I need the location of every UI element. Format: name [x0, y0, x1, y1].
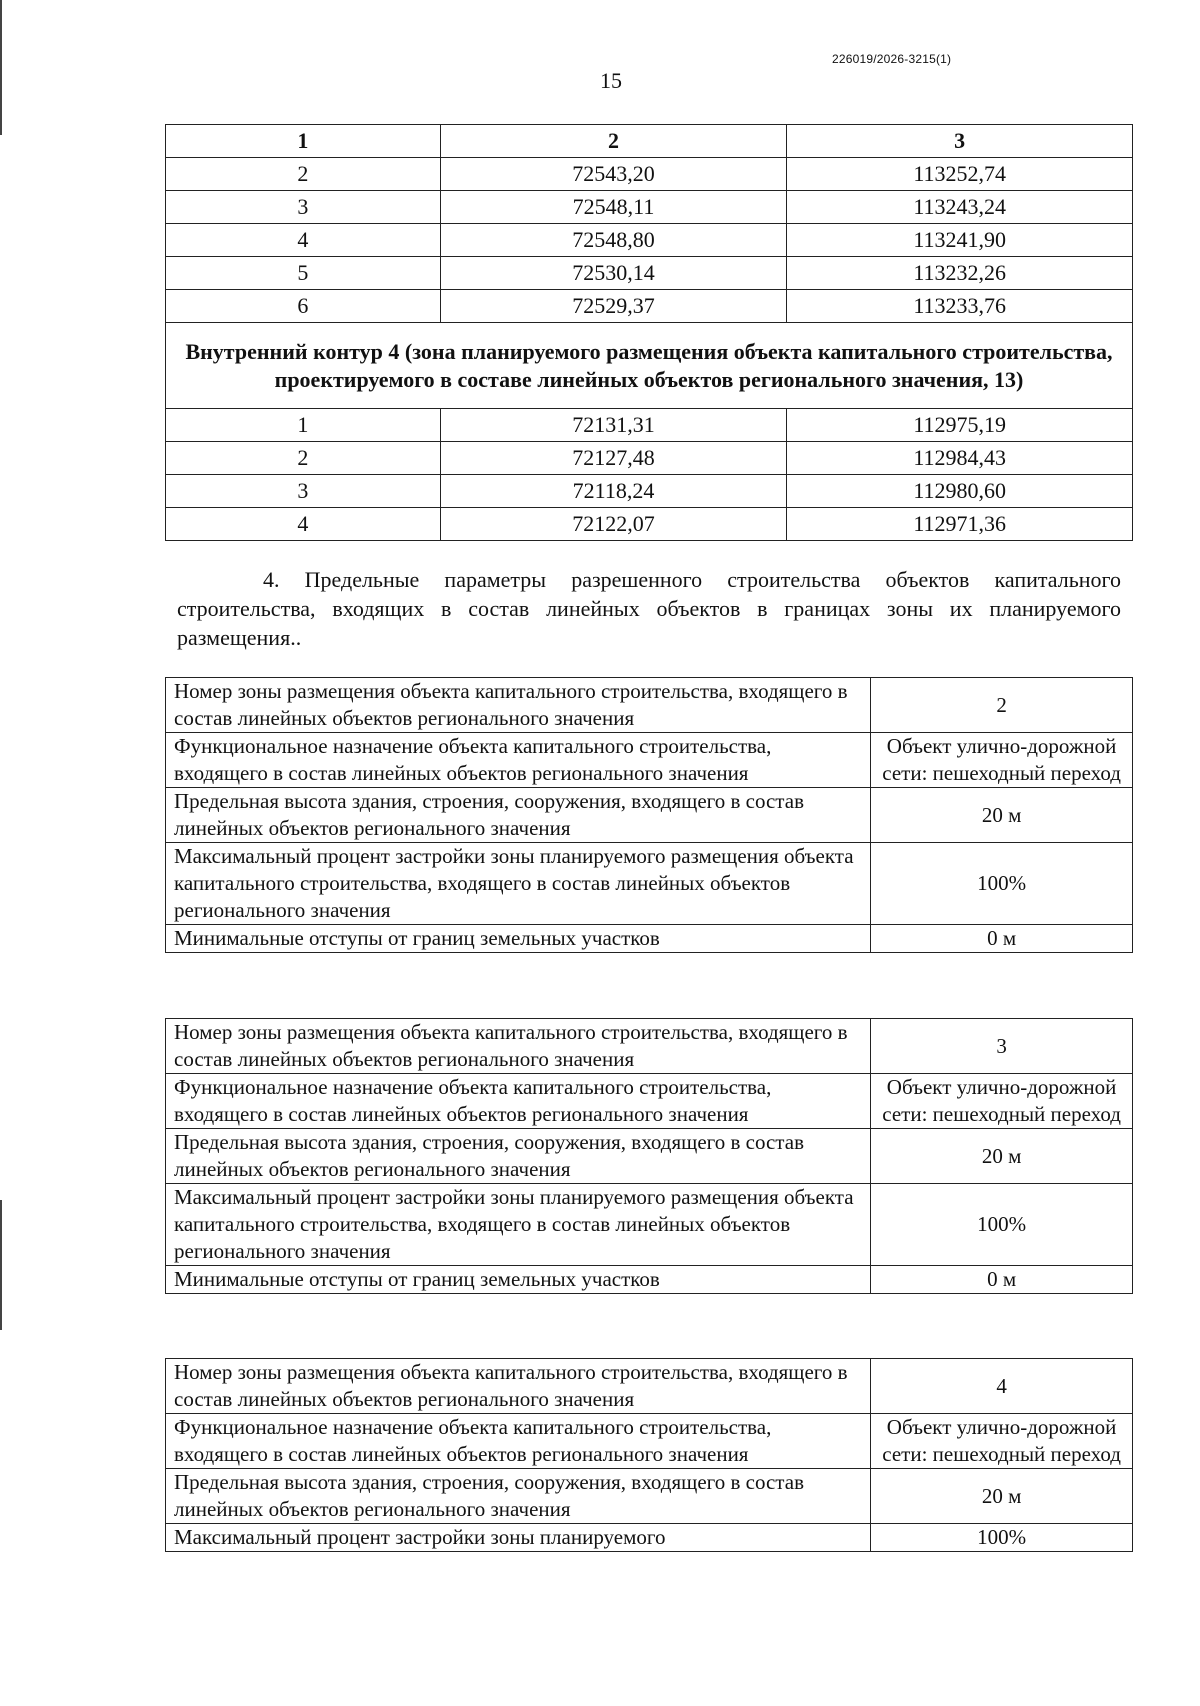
point-number-cell: 4: [166, 508, 441, 541]
table-row: [166, 158, 1133, 191]
parameter-value: 0 м: [871, 925, 1133, 953]
parameter-value: 20 м: [871, 1129, 1133, 1184]
x-coordinate-cell: 72118,24: [440, 475, 787, 508]
parameters-table: [165, 677, 1133, 953]
parameter-value: Объект улично-дорожной сети: пешеходный переход: [871, 733, 1133, 788]
table-row: [166, 191, 1133, 224]
parameter-value: 0 м: [871, 1266, 1133, 1294]
parameter-row: [166, 733, 1133, 788]
table-row: [166, 290, 1133, 323]
table-row: [166, 224, 1133, 257]
parameter-label: Номер зоны размещения объекта капитального строительства, входящего в состав линейных объектов регионального значения: [166, 1019, 871, 1074]
parameter-label: Максимальный процент застройки зоны планируемого размещения объекта капитального строительства, входящего в состав линейных объектов регионального значения: [166, 843, 871, 925]
table-row: [166, 475, 1133, 508]
x-coordinate-cell: 72131,31: [440, 409, 787, 442]
parameter-row: [166, 1129, 1133, 1184]
column-header: 3: [787, 125, 1133, 158]
x-coordinate-cell: 72548,80: [440, 224, 787, 257]
parameter-row: [166, 1414, 1133, 1469]
parameter-label: Максимальный процент застройки зоны планируемого: [166, 1524, 871, 1552]
x-coordinate-cell: 72127,48: [440, 442, 787, 475]
table-row: [166, 442, 1133, 475]
point-number-cell: 1: [166, 409, 441, 442]
column-header: 1: [166, 125, 441, 158]
x-coordinate-cell: 72543,20: [440, 158, 787, 191]
y-coordinate-cell: 112975,19: [787, 409, 1133, 442]
x-coordinate-cell: 72122,07: [440, 508, 787, 541]
point-number-cell: 6: [166, 290, 441, 323]
parameters-table: [165, 1018, 1133, 1294]
parameter-row: [166, 678, 1133, 733]
point-number-cell: 2: [166, 158, 441, 191]
parameter-value: Объект улично-дорожной сети: пешеходный переход: [871, 1074, 1133, 1129]
point-number-cell: 5: [166, 257, 441, 290]
point-number-cell: 2: [166, 442, 441, 475]
parameter-label: Минимальные отступы от границ земельных участков: [166, 1266, 871, 1294]
parameter-value: 4: [871, 1359, 1133, 1414]
parameter-row: [166, 1266, 1133, 1294]
parameter-label: Максимальный процент застройки зоны планируемого размещения объекта капитального строительства, входящего в состав линейных объектов регионального значения: [166, 1184, 871, 1266]
parameter-value: Объект улично-дорожной сети: пешеходный переход: [871, 1414, 1133, 1469]
parameter-row: [166, 1184, 1133, 1266]
page-number: 15: [600, 68, 622, 93]
parameter-label: Предельная высота здания, строения, сооружения, входящего в состав линейных объектов регионального значения: [166, 788, 871, 843]
parameter-value: 20 м: [871, 1469, 1133, 1524]
parameter-value: 100%: [871, 1184, 1133, 1266]
parameter-value: 100%: [871, 1524, 1133, 1552]
scan-edge-mark: [0, 1200, 2, 1330]
parameter-value: 2: [871, 678, 1133, 733]
parameter-row: [166, 788, 1133, 843]
parameter-label: Минимальные отступы от границ земельных участков: [166, 925, 871, 953]
parameter-label: Функциональное назначение объекта капитального строительства, входящего в состав линейных объектов регионального значения: [166, 1414, 871, 1469]
parameter-row: [166, 1074, 1133, 1129]
parameter-row: [166, 843, 1133, 925]
table-row: [166, 508, 1133, 541]
y-coordinate-cell: 112984,43: [787, 442, 1133, 475]
column-header: 2: [440, 125, 787, 158]
scan-edge-mark: [0, 0, 2, 135]
parameter-label: Номер зоны размещения объекта капитального строительства, входящего в состав линейных объектов регионального значения: [166, 678, 871, 733]
document-id: 226019/2026-3215(1): [832, 52, 952, 66]
table-row: [166, 409, 1133, 442]
parameter-label: Функциональное назначение объекта капитального строительства, входящего в состав линейных объектов регионального значения: [166, 733, 871, 788]
x-coordinate-cell: 72529,37: [440, 290, 787, 323]
y-coordinate-cell: 113241,90: [787, 224, 1133, 257]
section-title-row: [166, 323, 1133, 409]
parameters-table: [165, 1358, 1133, 1552]
y-coordinate-cell: 113252,74: [787, 158, 1133, 191]
table-row: [166, 257, 1133, 290]
parameter-row: [166, 1524, 1133, 1552]
parameter-value: 100%: [871, 843, 1133, 925]
parameter-row: [166, 925, 1133, 953]
point-number-cell: 3: [166, 191, 441, 224]
y-coordinate-cell: 112980,60: [787, 475, 1133, 508]
parameter-label: Номер зоны размещения объекта капитального строительства, входящего в состав линейных объектов регионального значения: [166, 1359, 871, 1414]
parameter-label: Предельная высота здания, строения, сооружения, входящего в состав линейных объектов регионального значения: [166, 1129, 871, 1184]
y-coordinate-cell: 113233,76: [787, 290, 1133, 323]
point-number-cell: 4: [166, 224, 441, 257]
coordinates-table-body: [166, 125, 1133, 541]
coordinates-header-row: [166, 125, 1133, 158]
coordinates-table: [165, 124, 1133, 541]
parameter-label: Предельная высота здания, строения, сооружения, входящего в состав линейных объектов регионального значения: [166, 1469, 871, 1524]
section-title: Внутренний контур 4 (зона планируемого размещения объекта капитального строительства, проектируемого в составе линейных объектов регионального значения, 13): [166, 323, 1133, 409]
x-coordinate-cell: 72548,11: [440, 191, 787, 224]
parameter-label: Функциональное назначение объекта капитального строительства, входящего в состав линейных объектов регионального значения: [166, 1074, 871, 1129]
parameter-value: 20 м: [871, 788, 1133, 843]
parameter-row: [166, 1019, 1133, 1074]
body-paragraph: 4. Предельные параметры разрешенного строительства объектов капитального строительства, входящих в состав линейных объектов в границах зоны их планируемого размещения..: [177, 567, 1121, 650]
y-coordinate-cell: 112971,36: [787, 508, 1133, 541]
x-coordinate-cell: 72530,14: [440, 257, 787, 290]
parameter-value: 3: [871, 1019, 1133, 1074]
parameter-row: [166, 1469, 1133, 1524]
y-coordinate-cell: 113232,26: [787, 257, 1133, 290]
parameter-row: [166, 1359, 1133, 1414]
y-coordinate-cell: 113243,24: [787, 191, 1133, 224]
point-number-cell: 3: [166, 475, 441, 508]
